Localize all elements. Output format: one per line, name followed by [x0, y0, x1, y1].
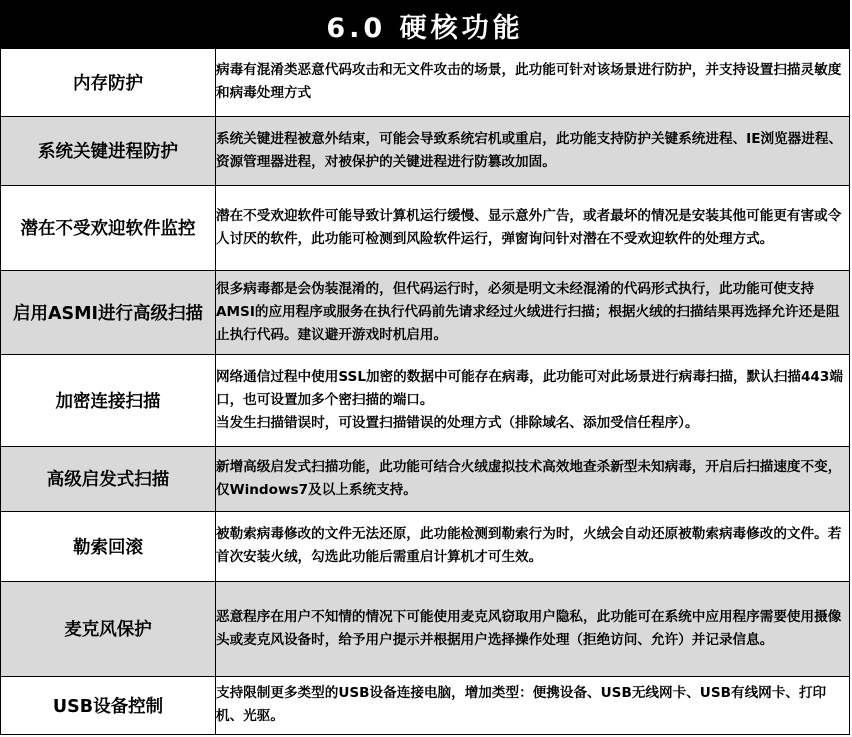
feature-row-amsi-advanced-scan — [1, 270, 849, 354]
feature-name: 启用ASMI进行高级扫描 — [1, 270, 216, 354]
feature-row-ransomware-rollback — [1, 511, 849, 581]
feature-description-line: 支持限制更多类型的USB设备连接电脑，增加类型：便携设备、USB无线网卡、USB有线网卡、打印机、光驱。 — [216, 685, 827, 725]
feature-row-critical-process-protection — [1, 116, 849, 185]
feature-name: 内存防护 — [1, 49, 216, 116]
feature-row-microphone-protection — [1, 581, 849, 676]
feature-row-memory-protection — [1, 49, 849, 116]
feature-description — [216, 185, 850, 270]
feature-name: 高级启发式扫描 — [1, 446, 216, 511]
feature-description — [216, 581, 850, 676]
feature-row-encrypted-connection-scan — [1, 354, 849, 446]
feature-name: 麦克风保护 — [1, 581, 216, 676]
feature-table-body — [1, 49, 849, 734]
feature-description — [216, 354, 850, 446]
feature-description-line: 网络通信过程中使用SSL加密的数据中可能存在病毒，此功能可对此场景进行病毒扫描，默认扫描443端口，也可设置加多个密扫描的端口。 — [216, 368, 843, 408]
feature-name: USB设备控制 — [1, 676, 216, 734]
feature-description-line: 很多病毒都是会伪装混淆的，但代码运行时，必须是明文未经混淆的代码形式执行，此功能可使支持AMSI的应用程序或服务在执行代码前先请求经过火绒进行扫描；根据火绒的扫描结果再选择允许还是阻止执行代码。建议避开游戏时机启用。 — [216, 280, 840, 343]
feature-description-line: 恶意程序在用户不知情的情况下可能使用麦克风窃取用户隐私，此功能可在系统中应用程序需要使用摄像头或麦克风设备时，给予用户提示并根据用户选择操作处理（拒绝访问、允许）并记录信息。 — [216, 608, 842, 648]
feature-description — [216, 270, 850, 354]
feature-name: 潜在不受欢迎软件监控 — [1, 185, 216, 270]
feature-description — [216, 49, 850, 116]
feature-description-line: 被勒索病毒修改的文件无法还原，此功能检测到勒索行为时，火绒会自动还原被勒索病毒修改的文件。若首次安装火绒，勾选此功能后需重启计算机才可生效。 — [216, 526, 842, 565]
page-title: 6.0 硬核功能 — [1, 1, 849, 49]
feature-description-line: 新增高级启发式扫描功能，此功能可结合火绒虚拟技术高效地查杀新型未知病毒，开启后扫描速度不变，仅Windows7及以上系统支持。 — [216, 458, 842, 498]
feature-description — [216, 116, 850, 185]
feature-description-line: 潜在不受欢迎软件可能导致计算机运行缓慢、显示意外广告，或者最坏的情况是安装其他可能更有害或令人讨厌的软件，此功能可检测到风险软件运行，弹窗询问针对潜在不受欢迎软件的处理方式。 — [216, 207, 842, 247]
feature-description-line: 当发生扫描错误时，可设置扫描错误的处理方式（排除域名、添加受信任程序）。 — [216, 414, 699, 431]
feature-row-pup-monitoring — [1, 185, 849, 270]
feature-description — [216, 676, 850, 734]
feature-table — [1, 49, 849, 734]
feature-row-heuristic-scan — [1, 446, 849, 511]
feature-description — [216, 446, 850, 511]
feature-description-line: 病毒有混淆类恶意代码攻击和无文件攻击的场景，此功能可针对该场景进行防护，并支持设置扫描灵敏度和病毒处理方式 — [216, 62, 842, 102]
feature-name: 加密连接扫描 — [1, 354, 216, 446]
feature-name: 系统关键进程防护 — [1, 116, 216, 185]
feature-name: 勒索回滚 — [1, 511, 216, 581]
feature-description — [216, 511, 850, 581]
feature-row-usb-device-control — [1, 676, 849, 734]
feature-description-line: 系统关键进程被意外结束，可能会导致系统宕机或重启，此功能支持防护关键系统进程、IE浏览器进程、资源管理器进程，对被保护的关键进程进行防篡改加固。 — [216, 130, 843, 170]
